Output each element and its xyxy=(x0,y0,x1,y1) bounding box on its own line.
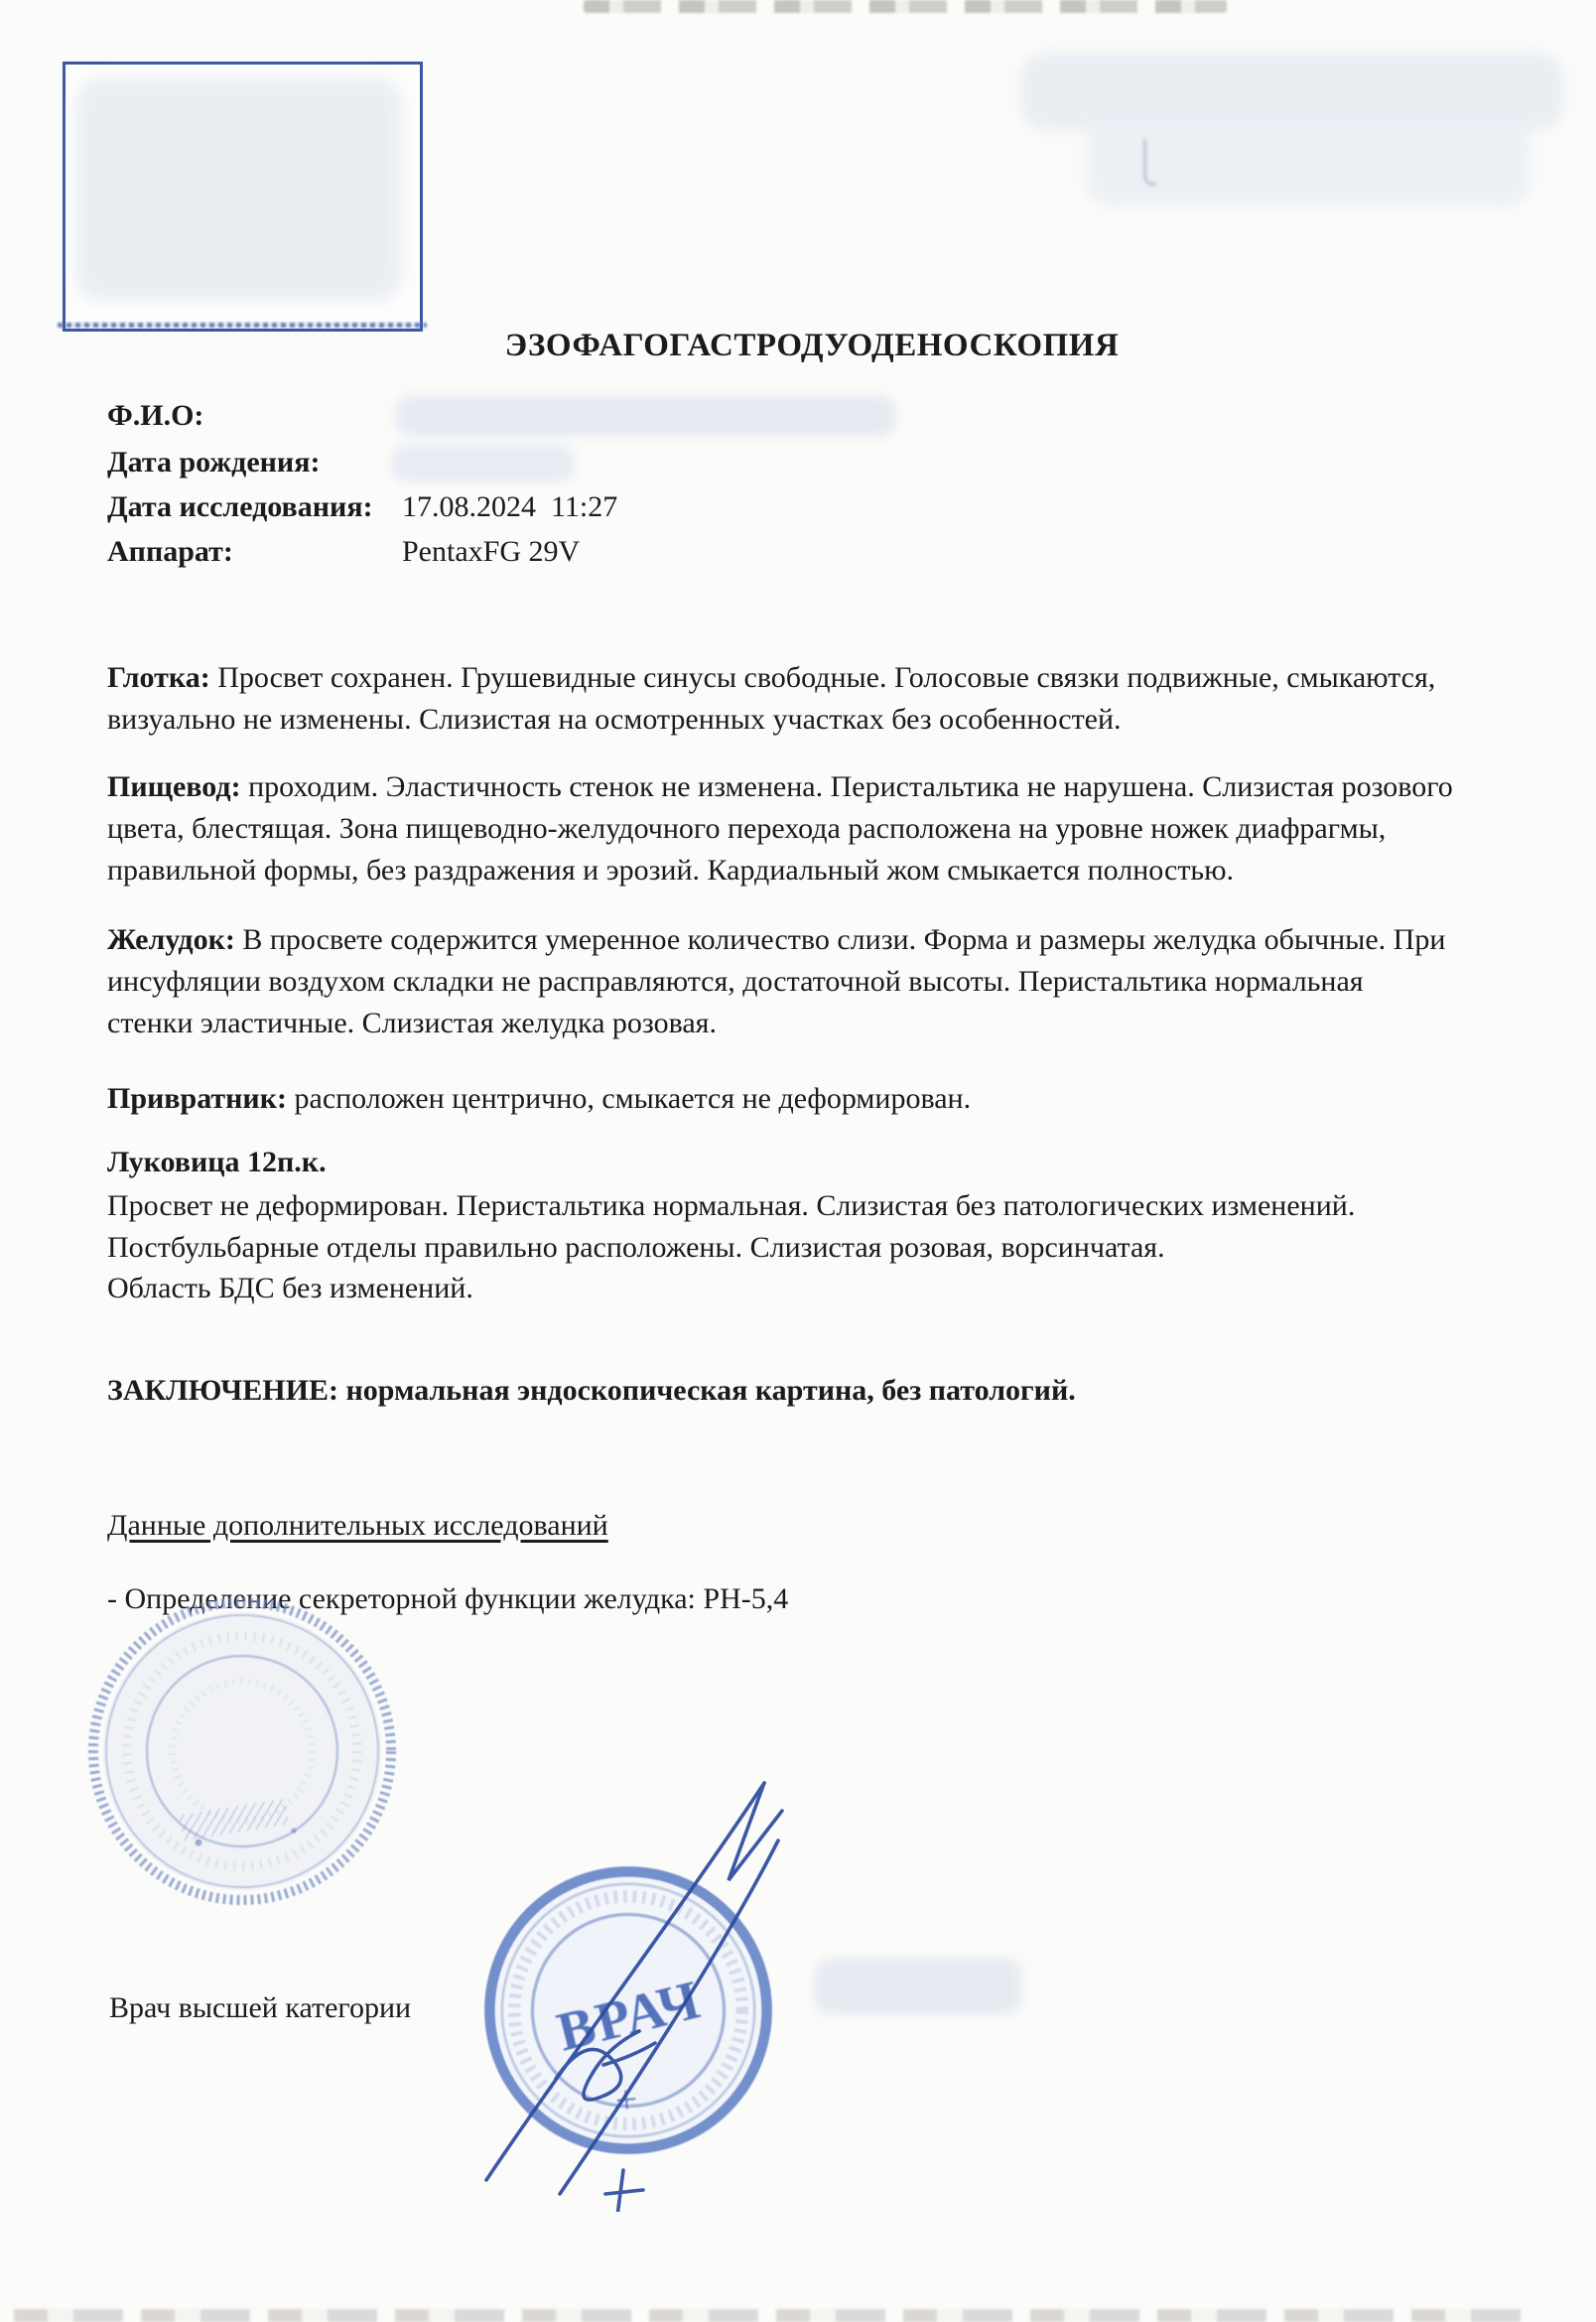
device-value: PentaxFG 29V xyxy=(402,535,581,568)
redacted-birth-date-value xyxy=(391,445,575,482)
section-pharynx xyxy=(107,657,1453,741)
section-pharynx-text: Просвет сохранен. Грушевидные синусы свободные. Голосовые связки подвижные, смыкаются, визуально не изменены. Слизистая на осмотренных участках без особенностей. xyxy=(107,661,1436,736)
doctor-stamp-text: ВРАЧ xyxy=(551,1968,709,2063)
bulb-line-2: Постбульбарные отделы правильно расположены. Слизистая розовая, ворсинчатая. xyxy=(107,1231,1165,1264)
redacted-letterhead-text xyxy=(75,77,403,302)
section-stomach-text: В просвете содержится умеренное количество слизи. Форма и размеры желудка обычные. При инсуфляции воздухом складки не расправляются, достаточной высоты. Перистальтика нормальная стенки эластичные. Слизистая желудка розовая. xyxy=(107,923,1446,1039)
doctor-title: Врач высшей категории xyxy=(109,1991,412,2024)
section-stomach xyxy=(107,919,1453,1044)
device-label: Аппарат: xyxy=(107,535,233,568)
redacted-fio-value xyxy=(395,395,896,437)
secretory-function-line: - Определение секреторной функции желудка: PH-5,4 xyxy=(107,1582,789,1615)
faint-pen-mark xyxy=(1143,139,1156,186)
section-esophagus xyxy=(107,766,1453,891)
study-date-value: 17.08.2024 11:27 xyxy=(402,490,618,523)
bulb-heading: Луковица 12п.к. xyxy=(107,1146,327,1178)
additional-heading: Данные дополнительных исследований xyxy=(107,1509,608,1542)
doctor-stamp-plus: + xyxy=(612,2076,640,2123)
study-date-label: Дата исследования: xyxy=(107,490,373,523)
section-stomach-label: Желудок: xyxy=(107,923,235,956)
conclusion-text: нормальная эндоскопическая картина, без патологий. xyxy=(345,1374,1076,1407)
clinic-stamp xyxy=(83,1592,401,1910)
section-esophagus-label: Пищевод: xyxy=(107,770,241,803)
section-pylorus-label: Привратник: xyxy=(107,1082,287,1115)
section-pylorus-text: расположен центрично, смыкается не деформирован. xyxy=(294,1082,972,1115)
cutoff-footer-strip xyxy=(14,2309,1523,2322)
conclusion xyxy=(107,1370,1453,1412)
cutoff-header-strip xyxy=(584,0,1227,13)
bulb-line-1: Просвет не деформирован. Перистальтика нормальная. Слизистая без патологических изменений. xyxy=(107,1189,1356,1222)
page-title: ЭЗОФАГОГАСТРОДУОДЕНОСКОПИЯ xyxy=(504,328,1120,363)
doctor-signature xyxy=(429,1745,856,2212)
conclusion-label: ЗАКЛЮЧЕНИЕ: xyxy=(107,1374,338,1407)
section-pharynx-label: Глотка: xyxy=(107,661,210,694)
bulb-line-3: Область БДС без изменений. xyxy=(107,1272,473,1304)
fio-label: Ф.И.О: xyxy=(107,399,204,432)
section-pylorus xyxy=(107,1078,1453,1120)
birth-date-label: Дата рождения: xyxy=(107,446,321,478)
redacted-doctor-name xyxy=(814,1958,1022,2015)
section-esophagus-text: проходим. Эластичность стенок не изменена. Перистальтика не нарушена. Слизистая розового цвета, блестящая. Зона пищеводно-желудочного перехода расположена на уровне ножек диафрагмы, правильной формы, без раздражения и эрозий. Кардиальный жом смыкается полностью. xyxy=(107,770,1453,887)
